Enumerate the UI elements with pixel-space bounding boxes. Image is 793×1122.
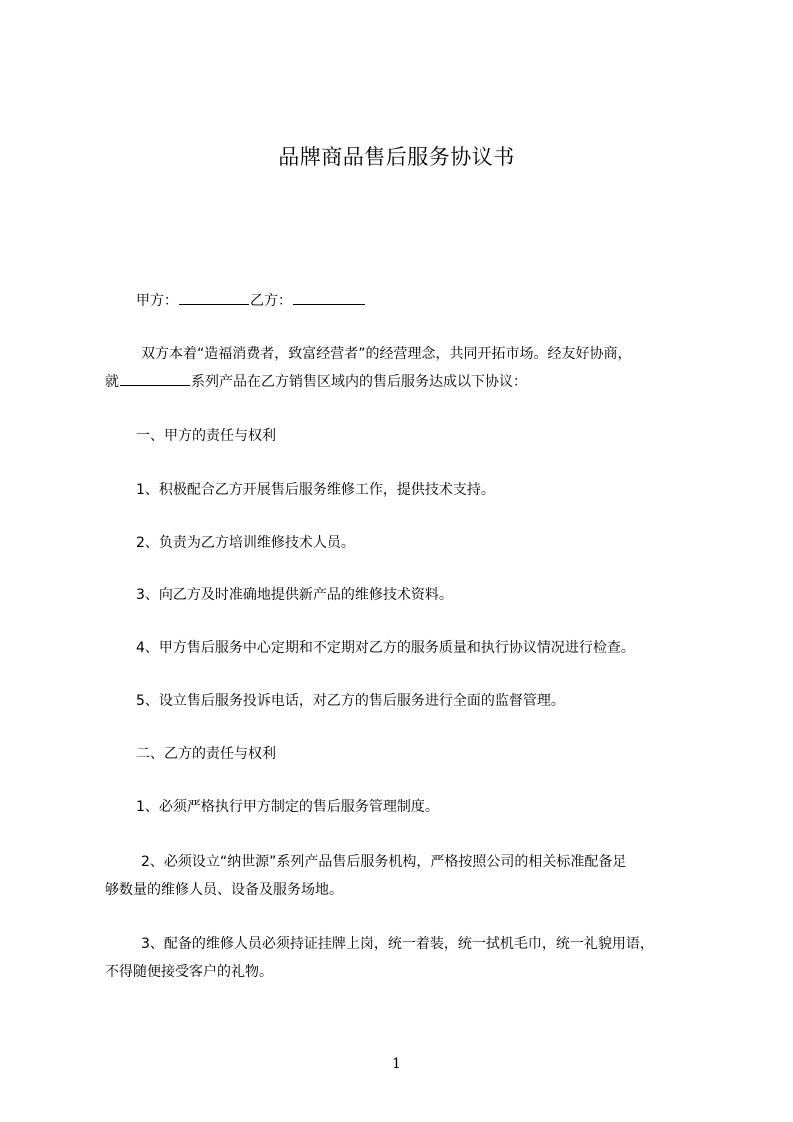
section-b-item-1: 1、必须严格执行甲方制定的售后服务管理制度。 <box>136 799 439 815</box>
section-b-item-3-line-1: 3、配备的维修人员必须持证挂牌上岗，统一着装，统一拭机毛巾，统一礼貌用语， <box>141 936 654 952</box>
party-b-label: 乙方： <box>250 293 292 309</box>
intro-paragraph <box>141 339 721 369</box>
intro-line-2 <box>105 367 715 397</box>
party-a-blank <box>179 288 249 305</box>
section-a-heading: 一、甲方的责任与权利 <box>136 428 276 444</box>
party-a-label: 甲方： <box>136 293 178 309</box>
section-b-item-3-line-2: 不得随便接受客户的礼物。 <box>105 964 273 980</box>
section-b-item-2-line-2: 够数量的维修人员、设备及服务场地。 <box>105 882 343 898</box>
intro-line-2-prefix: 就 <box>105 374 119 390</box>
section-a-item-3: 3、向乙方及时准确地提供新产品的维修技术资料。 <box>136 587 453 603</box>
product-series-blank <box>120 369 190 386</box>
section-b-item-2-line-1: 2、必须设立“纳世源”系列产品售后服务机构，严格按照公司的相关标准配备足 <box>141 854 627 870</box>
intro-line-2-suffix: 系列产品在乙方销售区域内的售后服务达成以下协议： <box>191 374 527 390</box>
section-a-item-5: 5、设立售后服务投诉电话，对乙方的售后服务进行全面的监督管理。 <box>136 693 565 709</box>
section-a-item-2: 2、负责为乙方培训维修技术人员。 <box>136 535 355 551</box>
page-number: 1 <box>392 1056 401 1072</box>
section-a-item-1: 1、积极配合乙方开展售后服务维修工作，提供技术支持。 <box>136 482 495 498</box>
parties-line <box>136 286 746 316</box>
section-a-item-4: 4、甲方售后服务中心定期和不定期对乙方的服务质量和执行协议情况进行检查。 <box>136 640 635 656</box>
section-b-heading: 二、乙方的责任与权利 <box>136 746 276 762</box>
intro-line-1: 双方本着“造福消费者，致富经营者”的经营理念，共同开拓市场。经友好协商， <box>141 346 632 362</box>
document-title: 品牌商品售后服务协议书 <box>278 145 515 169</box>
party-b-blank <box>293 288 365 305</box>
